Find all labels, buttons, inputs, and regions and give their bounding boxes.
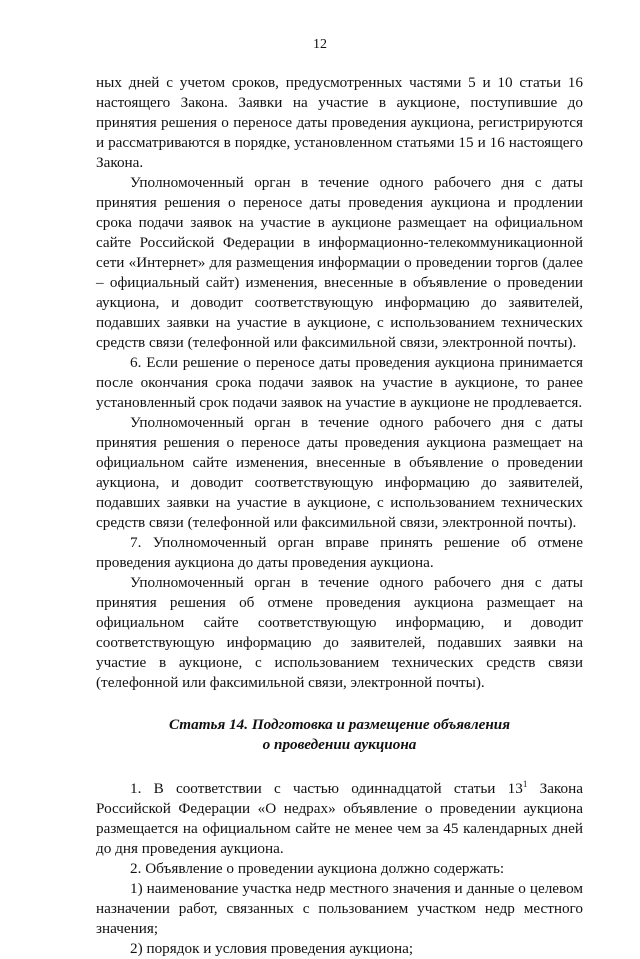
article-paragraph-2: 2. Объявление о проведении аукциона должно содержать:	[130, 860, 505, 877]
document-body	[96, 73, 583, 959]
article-superscript: 1	[522, 779, 528, 789]
article-paragraph-1	[96, 779, 583, 859]
article-heading-line-1: Статья 14. Подготовка и размещение объявления	[168, 716, 511, 733]
article-heading	[96, 715, 583, 755]
article-list-item-1: 1) наименование участка недр местного значения и данные о целевом назначении работ, связанных с пользованием участком недр местного значения;	[96, 880, 583, 937]
paragraph-item-7: 7. Уполномоченный орган вправе принять решение об отмене проведения аукциона до даты проведения аукциона.	[96, 534, 583, 571]
paragraph-item-6-publication: Уполномоченный орган в течение одного рабочего дня с даты принятия решения о переносе даты проведения аукциона размещает на официальном сайте изменения, внесенные в объявление о проведении аукциона, и доводит соответствующую информацию до заявителей, подавших заявки на участие в аукционе, с использованием технических средств связи (телефонной или факсимильной связи, электронной почты).	[96, 414, 583, 531]
paragraph-continuation: ных дней с учетом сроков, предусмотренных частями 5 и 10 статьи 16 настоящего Закона. Заявки на участие в аукционе, поступившие до принятия решения о переносе даты проведения аукциона, регистрируются и рассматриваются в порядке, установленном статьями 15 и 16 настоящего Закона.	[96, 74, 583, 171]
article-heading-line-2: о проведении аукциона	[262, 736, 417, 753]
paragraph-item-6: 6. Если решение о переносе даты проведения аукциона принимается после окончания срока подачи заявок на участие в аукционе, то ранее установленный срок подачи заявок на участие в аукционе не продлевается.	[96, 354, 583, 411]
paragraph-item-7-publication: Уполномоченный орган в течение одного рабочего дня с даты принятия решения об отмене проведения аукциона размещает на официальном сайте соответствующую информацию, и доводит соответствующую информацию до заявителей, подавших заявки на участие в аукционе, с использованием технических средств связи (телефонной или факсимильной связи, электронной почты).	[96, 574, 583, 691]
paragraph-publication-of-changes: Уполномоченный орган в течение одного рабочего дня с даты принятия решения о переносе даты проведения аукциона и продлении срока подачи заявок на участие в аукционе размещает на официальном сайте Российской Федерации в информационно-телекоммуникационной сети «Интернет» для размещения информации о проведении торгов (далее – официальный сайт) изменения, внесенные в объявление о проведении аукциона, и доводит соответствующую информацию до заявителей, подавших заявки на участие в аукционе, с использованием технических средств связи (телефонной или факсимильной связи, электронной почты).	[96, 174, 583, 351]
article-list-item-2: 2) порядок и условия проведения аукциона;	[130, 940, 414, 957]
page-number: 12	[313, 37, 327, 52]
article-paragraph-1-end: Закона Российской Федерации «О недрах» объявление о проведении аукциона размещается на официальном сайте не менее чем за 45 календарных дней до дня проведения аукциона.	[96, 780, 584, 857]
article-paragraph-1-start: 1. В соответствии с частью одиннадцатой статьи 13	[130, 780, 523, 797]
